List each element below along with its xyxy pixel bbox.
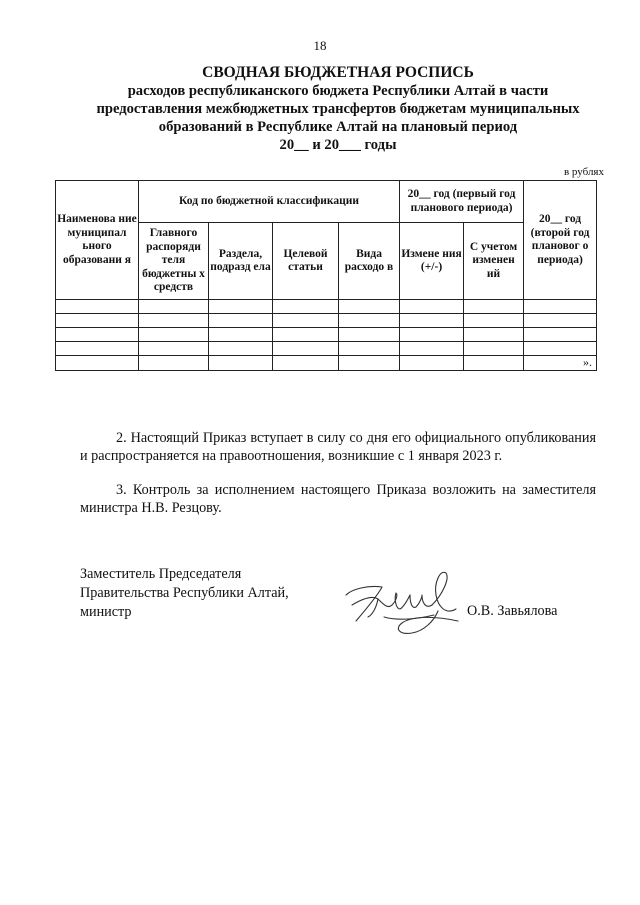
header-section: Раздела, подразд ела xyxy=(209,223,273,300)
paragraph-2 xyxy=(80,429,596,465)
table-end-mark: ». xyxy=(524,356,597,371)
table-row xyxy=(56,300,597,314)
title-line-1: СВОДНАЯ БЮДЖЕТНАЯ РОСПИСЬ xyxy=(202,64,474,81)
paragraph-3 xyxy=(80,481,596,517)
units-label: в рублях xyxy=(563,166,604,178)
header-change: Измене ния (+/-) xyxy=(400,223,464,300)
document-title xyxy=(40,64,636,154)
header-year2: 20__ год (второй год плановог о периода) xyxy=(524,181,597,300)
signatory-line-3: министр xyxy=(80,604,132,620)
table-row xyxy=(56,342,597,356)
signatory-line-2: Правительства Республики Алтай, xyxy=(80,585,289,601)
title-line-3: предоставления межбюджетных трансфертов бюджетам муниципальных xyxy=(96,101,580,117)
signatory-position xyxy=(80,565,289,622)
budget-table xyxy=(55,180,597,371)
title-line-2: расходов республиканского бюджета Республики Алтай в части xyxy=(127,83,549,99)
table-row xyxy=(56,328,597,342)
title-line-4: образований в Республике Алтай на плановый период xyxy=(158,119,518,135)
title-line-5: 20__ и 20___ годы xyxy=(279,137,397,153)
header-with-change: С учетом изменен ий xyxy=(464,223,524,300)
table-row xyxy=(56,356,597,371)
paragraph-3-text: 3. Контроль за исполнением настоящего Приказа возложить на заместителя министра Н.В. Резцову. xyxy=(80,482,596,516)
header-municipality: Наименова ние муниципал ьного образовани я xyxy=(56,181,139,300)
header-code-group: Код по бюджетной классификации xyxy=(139,181,400,223)
header-year1-group: 20__ год (первый год планового периода) xyxy=(400,181,524,223)
handwritten-signature xyxy=(338,565,473,645)
paragraph-2-text: 2. Настоящий Приказ вступает в силу со дня его официального опубликования и распространяется на правоотношения, возникшие с 1 января 2023 г. xyxy=(80,430,596,464)
header-main-manager: Главного распоряди теля бюджетны х средств xyxy=(139,223,209,300)
header-target-item: Целевой статьи xyxy=(273,223,339,300)
page-number: 18 xyxy=(313,38,327,53)
table-row xyxy=(56,314,597,328)
signatory-name: О.В. Завьялова xyxy=(467,603,558,619)
header-expense-type: Вида расходо в xyxy=(339,223,400,300)
signatory-line-1: Заместитель Председателя xyxy=(80,566,242,582)
